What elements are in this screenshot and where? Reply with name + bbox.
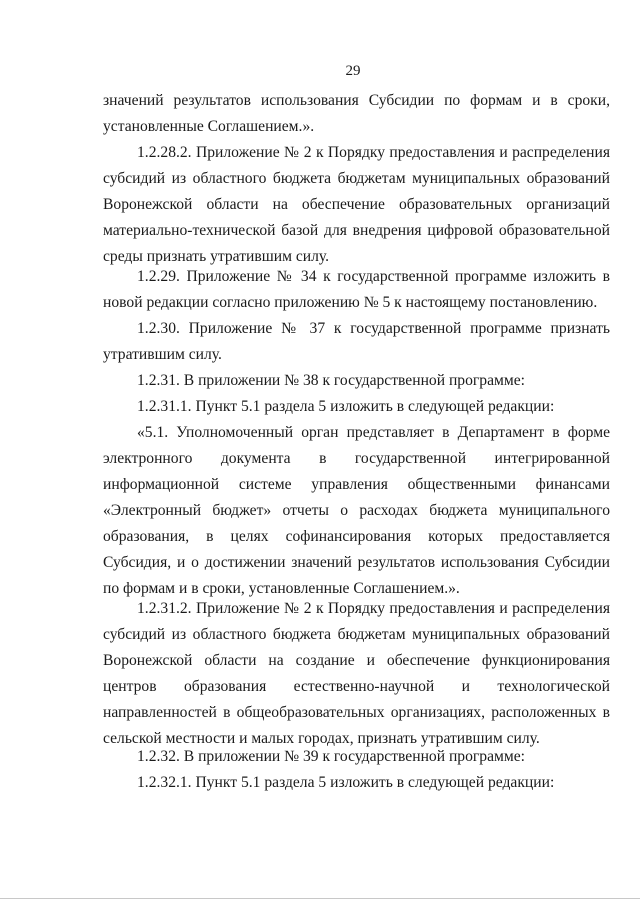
scan-edge-line — [0, 898, 640, 899]
paragraph-1-2-32-1: 1.2.32.1. Пункт 5.1 раздела 5 изложить в следующей редакции: — [137, 774, 555, 791]
paragraph-1-2-32: 1.2.32. В приложении № 39 к государственной программе: — [137, 748, 526, 765]
paragraph-1-2-31-1: 1.2.31.1. Пункт 5.1 раздела 5 изложить в следующей редакции: — [137, 398, 555, 415]
paragraph-1-2-29: 1.2.29. Приложение № 34 к государственной программе изложить в новой редакции согласно приложению № 5 к настоящему постановлению. — [103, 268, 610, 311]
paragraph-1-2-31-2: 1.2.31.2. Приложение № 2 к Порядку предоставления и распределения субсидий из областного бюджета бюджетам муниципальных образований Воронежской области на создание и обеспечение функционирования центров образования естественно-научной и технологической направленностей в общеобразовательных организациях, расположенных в сельской местности и малых городах, признать утратившим силу. — [103, 600, 610, 747]
page-number: 29 — [345, 63, 361, 79]
paragraph-1-2-31: 1.2.31. В приложении № 38 к государственной программе: — [137, 372, 526, 389]
paragraph-1-2-28-2: 1.2.28.2. Приложение № 2 к Порядку предоставления и распределения субсидий из областного бюджета бюджетам муниципальных образований Воронежской области на обеспечение образовательных организаций материально-технической базой для внедрения цифровой образовательной среды признать утратившим силу. — [103, 144, 610, 265]
paragraph-continuation: значений результатов использования Субсидии по формам и в сроки, установленные Соглашением.». — [103, 92, 610, 135]
paragraph-quoted-5-1: «5.1. Уполномоченный орган представляет в Департамент в форме электронного документа в государственной интегрированной информационной системе управления общественными финансами «Электронный бюджет» отчеты о расходах бюджета муниципального образования, в целях софинансирования которых предоставляется Субсидия, и о достижении значений результатов использования Субсидии по формам и в сроки, установленные Соглашением.». — [103, 424, 610, 597]
paragraph-1-2-30: 1.2.30. Приложение № 37 к государственной программе признать утратившим силу. — [103, 320, 610, 363]
